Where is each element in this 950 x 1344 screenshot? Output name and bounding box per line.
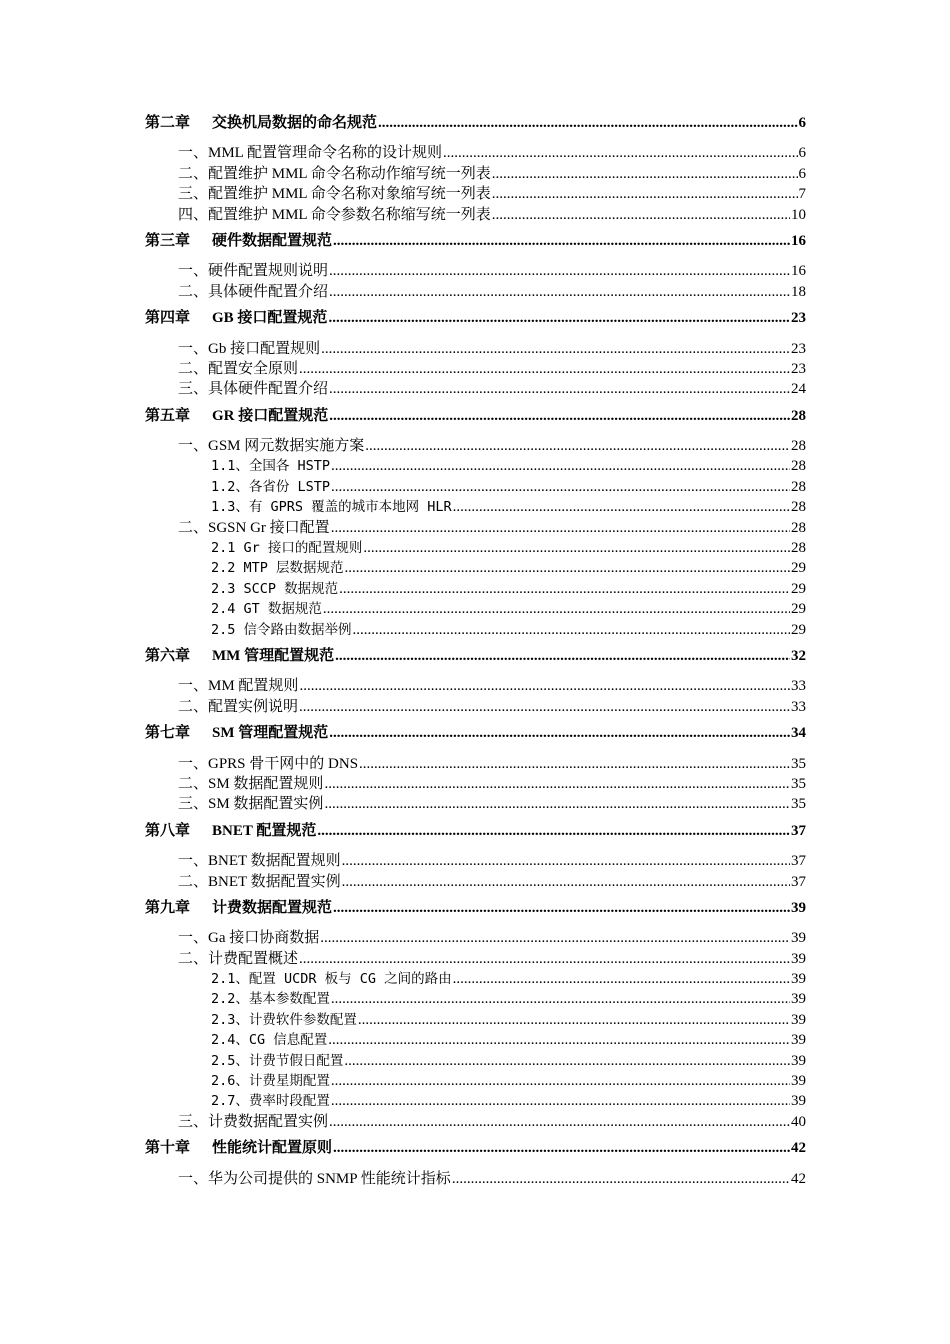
page-number: 39	[791, 991, 806, 1008]
chapter-number: 第七章	[145, 725, 191, 742]
dot-leader	[363, 538, 790, 558]
page-number: 23	[791, 340, 806, 357]
dot-leader	[345, 558, 790, 578]
dot-leader	[492, 184, 798, 204]
toc-section-entry[interactable]	[0, 851, 806, 871]
page-number: 18	[791, 283, 806, 300]
chapter-title: 性能统计配置原则	[212, 1140, 333, 1157]
dot-leader	[299, 359, 790, 379]
toc-section-entry[interactable]	[0, 754, 806, 774]
toc-entry-title: 2.6、计费星期配置	[211, 1073, 330, 1090]
page-number: 37	[791, 873, 806, 890]
dot-leader	[353, 620, 790, 640]
page-number: 6	[798, 165, 806, 182]
toc-entry-title: 三、计费数据配置实例	[178, 1113, 329, 1130]
dot-leader	[328, 1030, 790, 1050]
toc-entry-title: 三、SM 数据配置实例	[178, 796, 324, 813]
dot-leader	[333, 898, 790, 918]
toc-entry-title	[145, 821, 316, 841]
chapter-number: 第三章	[145, 232, 191, 249]
dot-leader	[335, 646, 790, 666]
toc-entry-title: 2.1 Gr 接口的配置规则	[211, 540, 363, 557]
chapter-number: 第八章	[145, 822, 191, 839]
toc-entry-title	[145, 113, 377, 133]
dot-leader	[299, 949, 790, 969]
toc-section-entry[interactable]	[0, 261, 806, 281]
dot-leader	[344, 1051, 790, 1071]
toc-sub-entry[interactable]	[0, 620, 806, 640]
page-number: 39	[791, 950, 806, 967]
page-number: 28	[791, 438, 806, 455]
page-number: 35	[791, 755, 806, 772]
dot-leader	[331, 989, 790, 1009]
page-number: 42	[791, 1170, 806, 1187]
page-number: 39	[791, 1011, 806, 1028]
toc-sub-entry[interactable]	[0, 477, 806, 497]
page-number: 40	[791, 1113, 806, 1130]
page-number: 33	[791, 678, 806, 695]
toc-entry-title: 2.2、基本参数配置	[211, 991, 330, 1008]
page-number: 34	[791, 725, 806, 742]
toc-entry-title: 2.2 MTP 层数据规范	[211, 560, 344, 577]
toc-section-entry[interactable]	[0, 143, 806, 163]
toc-sub-entry[interactable]	[0, 1071, 806, 1091]
toc-chapter-entry[interactable]	[0, 113, 806, 133]
toc-sub-entry[interactable]	[0, 989, 806, 1009]
dot-leader	[331, 456, 790, 476]
toc-section-entry[interactable]	[0, 794, 806, 814]
dot-leader	[328, 308, 790, 328]
toc-entry-title: 二、BNET 数据配置实例	[178, 873, 341, 890]
page-number: 28	[791, 499, 806, 516]
page-number: 28	[791, 458, 806, 475]
page-number: 7	[798, 186, 806, 203]
dot-leader	[299, 697, 790, 717]
dot-leader	[453, 969, 790, 989]
toc-sub-entry[interactable]	[0, 538, 806, 558]
toc-entry-title: 二、SM 数据配置规则	[178, 775, 324, 792]
toc-sub-entry[interactable]	[0, 1030, 806, 1050]
toc-sub-entry[interactable]	[0, 1010, 806, 1030]
chapter-title: GB 接口配置规范	[212, 310, 328, 327]
page-number: 42	[791, 1140, 806, 1157]
toc-entry-title: 四、配置维护 MML 命令参数名称缩写统一列表	[178, 206, 491, 223]
toc-section-entry[interactable]	[0, 1112, 806, 1132]
toc-entry-title	[145, 308, 327, 328]
page-number: 39	[791, 971, 806, 988]
toc-chapter-entry[interactable]	[0, 898, 806, 918]
page-number: 6	[798, 145, 806, 162]
dot-leader	[329, 379, 790, 399]
dot-leader	[331, 477, 790, 497]
dot-leader	[329, 282, 790, 302]
page-number: 39	[791, 1093, 806, 1110]
page-number: 37	[791, 853, 806, 870]
toc-entry-title: 2.5、计费节假日配置	[211, 1052, 344, 1069]
page-number: 29	[791, 580, 806, 597]
toc-entry-title: 二、具体硬件配置介绍	[178, 283, 329, 300]
table-of-contents	[0, 113, 950, 1189]
page-number: 28	[791, 540, 806, 557]
dot-leader	[329, 406, 790, 426]
toc-entry-title: 1.3、有 GPRS 覆盖的城市本地网 HLR	[211, 499, 452, 516]
toc-section-entry[interactable]	[0, 359, 806, 379]
toc-entry-title: 二、配置安全原则	[178, 360, 299, 377]
chapter-number: 第六章	[145, 647, 191, 664]
dot-leader	[321, 339, 790, 359]
toc-entry-title: 一、MML 配置管理命令名称的设计规则	[178, 145, 443, 162]
dot-leader	[324, 794, 790, 814]
chapter-number: 第九章	[145, 899, 191, 916]
page-number: 35	[791, 775, 806, 792]
toc-sub-entry[interactable]	[0, 969, 806, 989]
dot-leader	[339, 579, 790, 599]
toc-entry-title	[145, 646, 334, 666]
toc-section-entry[interactable]	[0, 339, 806, 359]
chapter-title: SM 管理配置规范	[212, 725, 329, 742]
page-number: 39	[791, 899, 806, 916]
toc-entry-title	[145, 406, 328, 426]
toc-entry-title: 一、Gb 接口配置规则	[178, 340, 321, 357]
page-number: 24	[791, 381, 806, 398]
dot-leader	[317, 821, 790, 841]
dot-leader	[492, 164, 798, 184]
toc-entry-title: 二、计费配置概述	[178, 950, 299, 967]
dot-leader	[342, 872, 790, 892]
toc-entry-title: 一、Ga 接口协商数据	[178, 930, 320, 947]
page-number: 39	[791, 1073, 806, 1090]
page-number: 35	[791, 796, 806, 813]
dot-leader	[329, 1112, 790, 1132]
toc-entry-title: 1.2、各省份 LSTP	[211, 478, 331, 495]
toc-section-entry[interactable]	[0, 774, 806, 794]
toc-entry-title	[145, 231, 332, 251]
toc-chapter-entry[interactable]	[0, 646, 806, 666]
dot-leader	[329, 261, 790, 281]
toc-entry-title: 一、BNET 数据配置规则	[178, 853, 341, 870]
toc-entry-title: 2.4、CG 信息配置	[211, 1032, 328, 1049]
dot-leader	[331, 1091, 790, 1111]
dot-leader	[324, 774, 790, 794]
toc-section-entry[interactable]	[0, 949, 806, 969]
dot-leader	[453, 497, 790, 517]
dot-leader	[299, 676, 790, 696]
toc-entry-title: 1.1、全国各 HSTP	[211, 458, 331, 475]
page-number: 23	[791, 360, 806, 377]
toc-entry-title: 一、MM 配置规则	[178, 678, 299, 695]
toc-section-entry[interactable]	[0, 436, 806, 456]
toc-chapter-entry[interactable]	[0, 406, 806, 426]
page-number: 28	[791, 519, 806, 536]
page-number: 39	[791, 1052, 806, 1069]
page-number: 29	[791, 560, 806, 577]
chapter-number: 第二章	[145, 115, 191, 131]
dot-leader	[359, 754, 790, 774]
toc-sub-entry[interactable]	[0, 558, 806, 578]
chapter-title: 交换机局数据的命名规范	[212, 115, 378, 131]
toc-section-entry[interactable]	[0, 676, 806, 696]
toc-chapter-entry[interactable]	[0, 723, 806, 743]
toc-sub-entry[interactable]	[0, 456, 806, 476]
toc-chapter-entry[interactable]	[0, 821, 806, 841]
toc-sub-entry[interactable]	[0, 599, 806, 619]
toc-entry-title	[145, 723, 328, 743]
toc-sub-entry[interactable]	[0, 497, 806, 517]
toc-section-entry[interactable]	[0, 872, 806, 892]
page-number: 28	[791, 407, 806, 424]
page-number: 28	[791, 478, 806, 495]
chapter-title: BNET 配置规范	[212, 822, 317, 839]
toc-sub-entry[interactable]	[0, 579, 806, 599]
toc-section-entry[interactable]	[0, 282, 806, 302]
toc-sub-entry[interactable]	[0, 1051, 806, 1071]
page-number: 39	[791, 930, 806, 947]
chapter-title: MM 管理配置规范	[212, 647, 335, 664]
page-number: 39	[791, 1032, 806, 1049]
dot-leader	[331, 1071, 790, 1091]
toc-chapter-entry[interactable]	[0, 308, 806, 328]
dot-leader	[320, 928, 790, 948]
toc-entry-title	[145, 898, 332, 918]
toc-section-entry[interactable]	[0, 184, 806, 204]
page-number: 23	[791, 310, 806, 327]
toc-entry-title: 三、具体硬件配置介绍	[178, 381, 329, 398]
page-number: 29	[791, 601, 806, 618]
dot-leader	[365, 436, 790, 456]
chapter-title: 计费数据配置规范	[212, 899, 333, 916]
dot-leader	[358, 1010, 790, 1030]
chapter-number: 第十章	[145, 1140, 191, 1157]
dot-leader	[323, 599, 790, 619]
toc-entry-title: 2.1、配置 UCDR 板与 CG 之间的路由	[211, 971, 452, 988]
chapter-title: GR 接口配置规范	[212, 407, 329, 424]
dot-leader	[492, 205, 790, 225]
page-number: 37	[791, 822, 806, 839]
toc-entry-title: 二、SGSN Gr 接口配置	[178, 519, 330, 536]
dot-leader	[452, 1169, 790, 1189]
page-number: 16	[791, 263, 806, 280]
toc-section-entry[interactable]	[0, 379, 806, 399]
page-number: 32	[791, 647, 806, 664]
page-number: 29	[791, 621, 806, 638]
toc-entry-title: 一、GSM 网元数据实施方案	[178, 438, 365, 455]
toc-section-entry[interactable]	[0, 928, 806, 948]
toc-entry-title: 一、硬件配置规则说明	[178, 263, 329, 280]
toc-section-entry[interactable]	[0, 518, 806, 538]
chapter-number: 第四章	[145, 310, 191, 327]
toc-entry-title: 2.3 SCCP 数据规范	[211, 580, 339, 597]
toc-entry-title	[145, 1138, 332, 1158]
toc-entry-title: 一、华为公司提供的 SNMP 性能统计指标	[178, 1170, 451, 1187]
toc-entry-title: 二、配置实例说明	[178, 698, 299, 715]
page-number: 33	[791, 698, 806, 715]
toc-entry-title: 一、GPRS 骨干网中的 DNS	[178, 755, 359, 772]
toc-chapter-entry[interactable]	[0, 1138, 806, 1158]
toc-entry-title: 2.3、计费软件参数配置	[211, 1011, 357, 1028]
dot-leader	[378, 113, 797, 133]
dot-leader	[329, 723, 790, 743]
dot-leader	[342, 851, 790, 871]
toc-chapter-entry[interactable]	[0, 231, 806, 251]
page-number: 10	[791, 206, 806, 223]
toc-section-entry[interactable]	[0, 1169, 806, 1189]
toc-section-entry[interactable]	[0, 697, 806, 717]
dot-leader	[331, 518, 790, 538]
toc-sub-entry[interactable]	[0, 1091, 806, 1111]
dot-leader	[333, 1138, 790, 1158]
toc-entry-title: 2.7、费率时段配置	[211, 1093, 330, 1110]
toc-section-entry[interactable]	[0, 164, 806, 184]
chapter-title: 硬件数据配置规范	[212, 232, 333, 249]
page-number: 6	[798, 115, 806, 131]
chapter-number: 第五章	[145, 407, 191, 424]
toc-section-entry[interactable]	[0, 205, 806, 225]
dot-leader	[333, 231, 790, 251]
dot-leader	[443, 143, 797, 163]
toc-entry-title: 2.4 GT 数据规范	[211, 601, 322, 618]
toc-entry-title: 2.5 信令路由数据举例	[211, 621, 352, 638]
page-number: 16	[791, 232, 806, 249]
toc-entry-title: 三、配置维护 MML 命令名称对象缩写统一列表	[178, 186, 491, 203]
toc-entry-title: 二、配置维护 MML 命令名称动作缩写统一列表	[178, 165, 491, 182]
